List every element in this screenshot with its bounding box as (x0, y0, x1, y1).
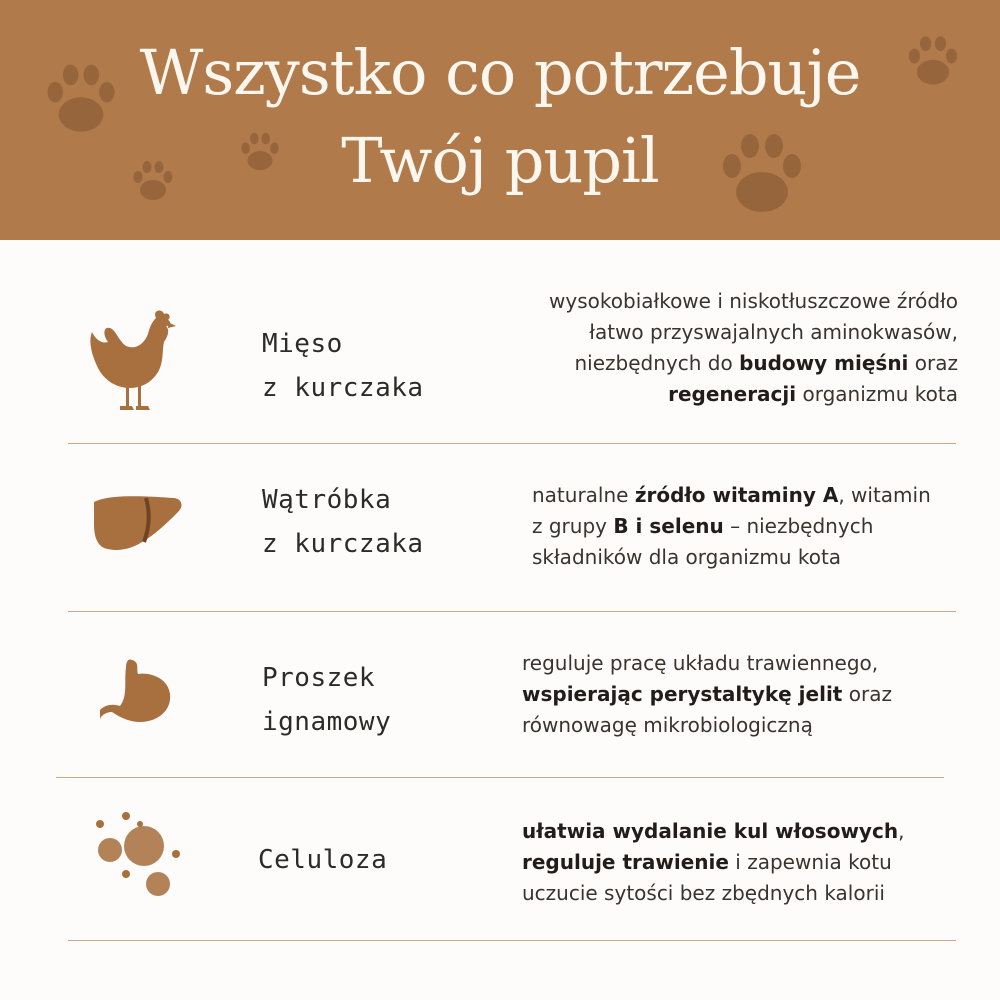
description-line (522, 679, 942, 710)
description-text: równowagę mikrobiologiczną (522, 713, 813, 737)
divider (68, 940, 956, 941)
description-text: oraz (842, 682, 892, 706)
description-bold-text: reguluje trawienie (522, 850, 729, 874)
description-line (522, 348, 958, 379)
description-text: reguluje pracę układu trawiennego, (522, 651, 879, 675)
description-text: i zapewnia kotu (728, 850, 892, 874)
ingredient-name: Wątróbka z kurczaka (262, 485, 424, 559)
description-line (522, 816, 942, 847)
ingredient-description (522, 286, 958, 410)
ingredient-description (522, 816, 942, 909)
divider (68, 611, 956, 612)
description-text: , witamin (838, 483, 931, 507)
description-line (522, 710, 942, 741)
ingredient-description (532, 480, 952, 573)
ingredient-name: Proszek ignamowy (262, 663, 392, 737)
description-line (522, 286, 958, 317)
page-title-line1: Wszystko co potrzebuje (139, 36, 861, 109)
description-bold-text: wspierając perystaltykę jelit (522, 682, 843, 706)
description-text: niezbędnych do (574, 351, 740, 375)
description-bold-text: budowy mięśni (739, 351, 909, 375)
description-text: składników dla organizmu kota (532, 545, 842, 569)
chicken-icon (86, 306, 178, 420)
description-text: naturalne (532, 483, 635, 507)
ingredient-description (522, 648, 942, 741)
description-text: wysokobiałkowe i niskotłuszczowe źródło (549, 289, 958, 313)
description-line (522, 379, 958, 410)
description-text: uczucie sytości bez zbędnych kalorii (522, 881, 885, 905)
description-text: , (898, 819, 905, 843)
divider (56, 777, 944, 778)
description-line (532, 480, 952, 511)
description-line (522, 847, 942, 878)
description-text: z grupy (532, 514, 614, 538)
description-bold-text: źródło witaminy A (634, 483, 839, 507)
description-bold-text: ułatwia wydalanie kul włosowych (522, 819, 899, 843)
description-line (532, 511, 952, 542)
description-text: organizmu kota (796, 382, 958, 406)
description-line (522, 648, 942, 679)
liver-icon (90, 494, 184, 558)
description-bold-text: regeneracji (668, 382, 797, 406)
cellulose-icon (92, 810, 184, 906)
header-banner (0, 0, 1000, 240)
description-line (532, 542, 952, 573)
page-title-line2: Twój pupil (341, 124, 659, 197)
description-line (522, 317, 958, 348)
stomach-icon (96, 656, 174, 730)
description-text: łatwo przyswajalnych aminokwasów, (589, 320, 958, 344)
ingredient-name: Celuloza (258, 845, 388, 875)
divider (68, 443, 956, 444)
ingredient-name: Mięso z kurczaka (262, 329, 424, 403)
description-text: oraz (908, 351, 958, 375)
description-line (522, 878, 942, 909)
description-text: – niezbędnych (723, 514, 874, 538)
description-bold-text: B i selenu (613, 514, 724, 538)
